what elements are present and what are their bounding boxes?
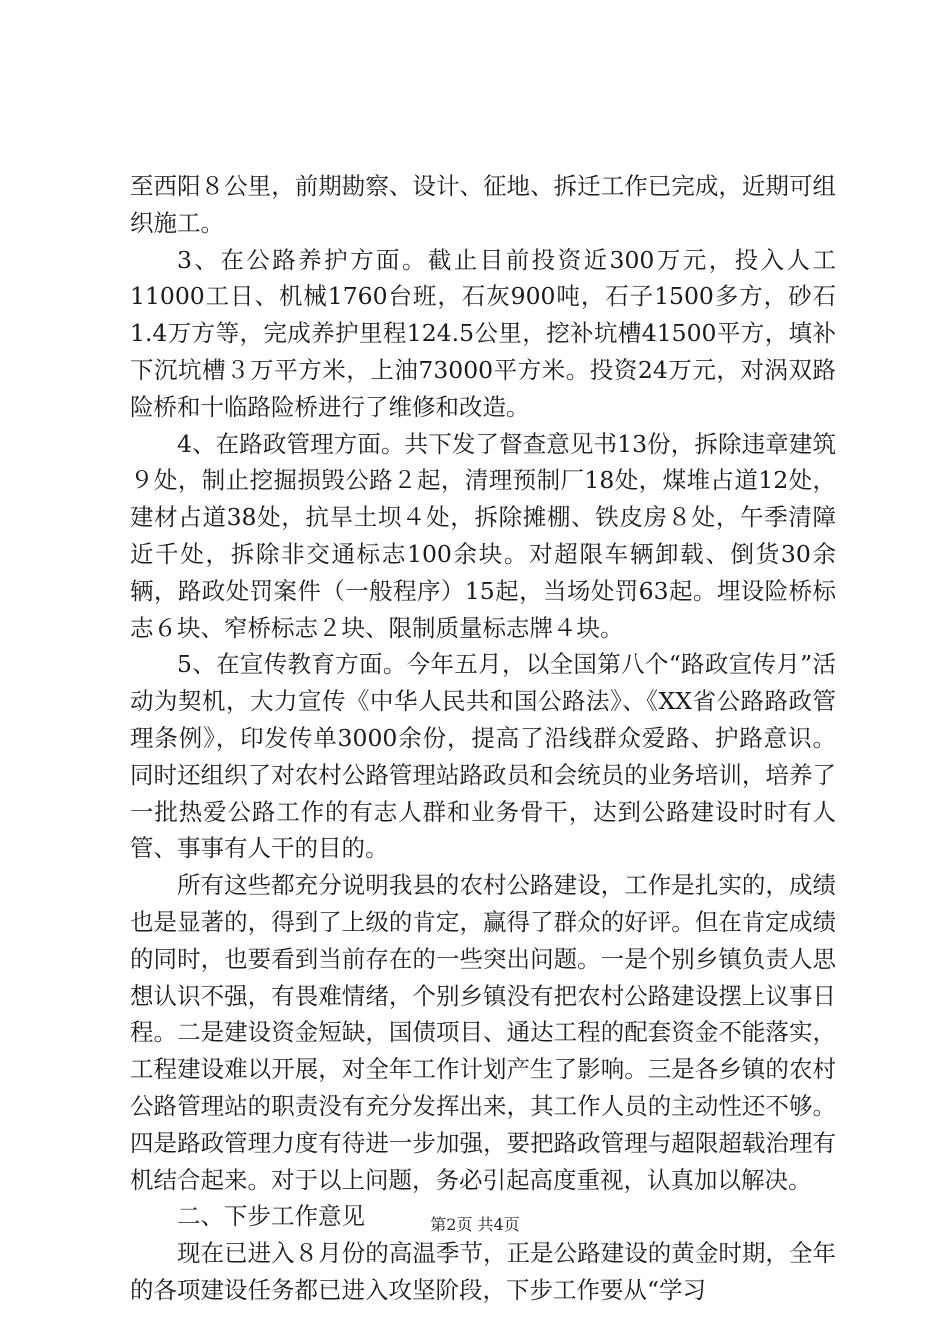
paragraph-publicity-education: 5、在宣传教育方面。今年五月，以全国第八个“路政宣传月”活动为契机，大力宣传《中华人民共和国公路法》、《XX省公路路政管理条例》，印发传单3000余份，提高了沿线群众爱路、护路意识。同时还组织了对农村公路管理站路政员和会统员的业务培训，培养了一批热爱公路工作的有志人群和业务骨干，达到公路建设时时有人管、事事有人干的目的。 (130, 650, 836, 863)
page-number-footer: 第2页 共4页 (430, 1215, 520, 1234)
section-heading-next-steps: 二、下步工作意见 (177, 1202, 365, 1231)
paragraph-road-maintenance: 3、在公路养护方面。截止目前投资近300万元，投入人工11000工日、机械1760台班，石灰900吨，石子1500多方，砂石1.4万方等，完成养护里程124.5公里，挖补坑槽41500平方，填补下沉坑槽３万平方米，上油73000平方米。投资24万元，对涡双路险桥和十临路险桥进行了维修和改造。 (130, 245, 836, 421)
paragraph-road-administration: 4、在路政管理方面。共下发了督查意见书13份，拆除违章建筑９处，制止挖掘损毁公路２起，清理预制厂18处，煤堆占道12处，建材占道38处，抗旱土坝４处，拆除摊棚、铁皮房８处，午季清障近千处，拆除非交通标志100余块。对超限车辆卸载、倒货30余辆，路政处罚案件（一般程序）15起，当场处罚63起。埋设险桥标志６块、窄桥标志２块、限制质量标志牌４块。 (130, 429, 836, 642)
document-body (130, 168, 836, 1309)
paragraph-summary-problems: 所有这些都充分说明我县的农村公路建设，工作是扎实的，成绩也是显著的，得到了上级的肯定，赢得了群众的好评。但在肯定成绩的同时，也要看到当前存在的一些突出问题。一是个别乡镇负责人思想认识不强，有畏难情绪，个别乡镇没有把农村公路建设摆上议事日程。二是建设资金短缺，国债项目、通达工程的配套资金不能落实，工程建设难以开展，对全年工作计划产生了影响。三是各乡镇的农村公路管理站的职责没有充分发挥出来，其工作人员的主动性还不够。四是路政管理力度有待进一步加强，要把路政管理与超限超载治理有机结合起来。对于以上问题，务必引起高度重视，认真加以解决。 (130, 871, 836, 1194)
paragraph-next-steps: 现在已进入８月份的高温季节，正是公路建设的黄金时期，全年的各项建设任务都已进入攻坚阶段，下步工作要从“学习 (130, 1239, 836, 1304)
paragraph-continuation: 至西阳８公里，前期勘察、设计、征地、拆迁工作已完成，近期可组织施工。 (130, 172, 836, 237)
